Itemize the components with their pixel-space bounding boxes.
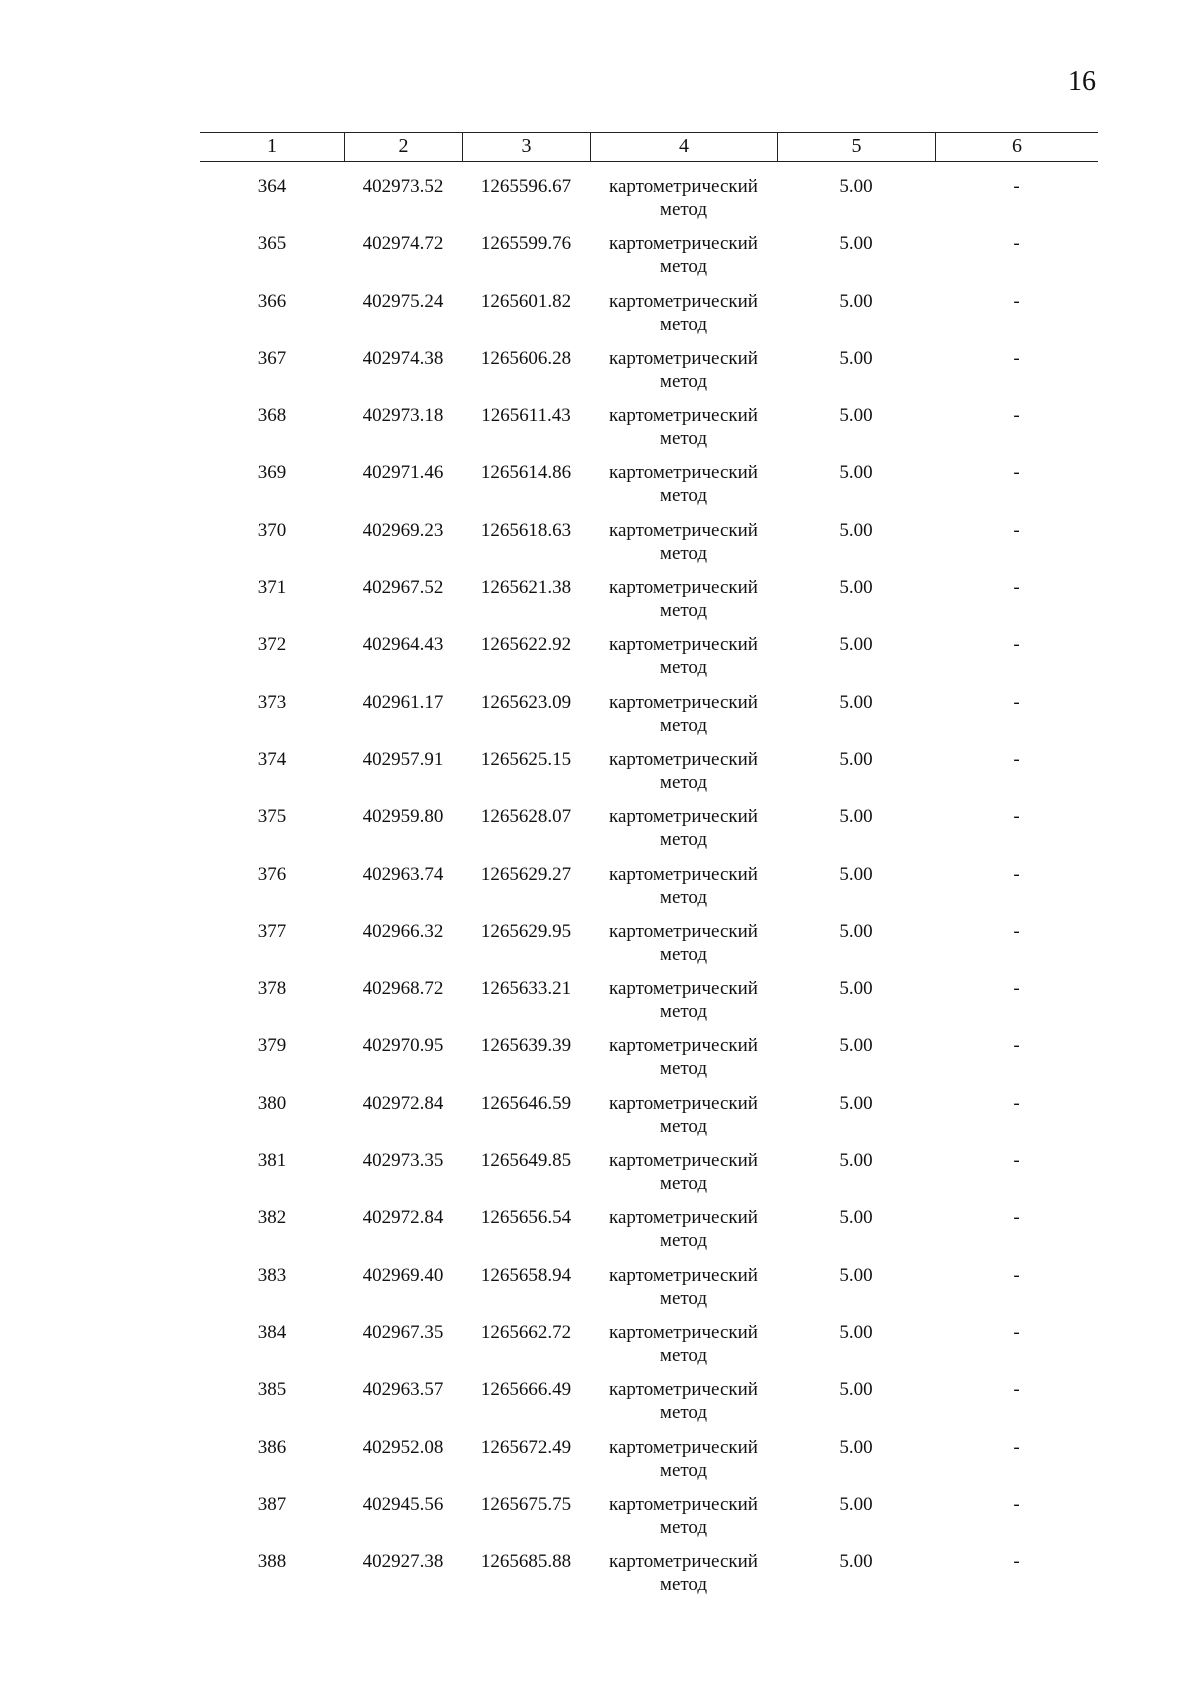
x-coordinate-cell: 402972.84 [362, 1207, 444, 1229]
note-cell: - [1013, 1551, 1020, 1573]
x-coordinate-cell: 402975.24 [362, 290, 444, 312]
table-row [200, 1264, 1098, 1321]
x-coordinate-cell: 402966.32 [362, 920, 444, 942]
method-line-1: картометрический [609, 1092, 758, 1114]
table-row [200, 404, 1098, 461]
x-coordinate-cell: 402961.17 [362, 691, 444, 713]
x-coordinate-cell: 402969.23 [362, 519, 444, 541]
x-coordinate-cell: 402971.46 [362, 462, 444, 484]
x-coordinate-cell: 402967.35 [362, 1321, 444, 1343]
method-cell [590, 748, 777, 805]
method-line-1: картометрический [609, 1035, 758, 1057]
method-line-1: картометрический [609, 462, 758, 484]
method-cell [590, 805, 777, 862]
accuracy-cell: 5.00 [839, 1035, 873, 1057]
y-coordinate-cell: 1265618.63 [480, 519, 572, 541]
note-cell: - [1013, 347, 1020, 369]
x-coordinate-cell: 402927.38 [362, 1551, 444, 1573]
accuracy-cell: 5.00 [839, 1493, 873, 1515]
x-coordinate-cell: 402969.40 [362, 1264, 444, 1286]
method-cell [590, 1378, 777, 1435]
x-coordinate-cell: 402968.72 [362, 978, 444, 1000]
x-coordinate-cell: 402973.35 [362, 1150, 444, 1172]
table-row [200, 691, 1098, 748]
note-cell: - [1013, 978, 1020, 1000]
y-coordinate-cell: 1265606.28 [480, 347, 572, 369]
point-number-cell: 381 [257, 1150, 287, 1172]
accuracy-cell: 5.00 [839, 634, 873, 656]
method-line-1: картометрический [609, 978, 758, 1000]
method-cell [590, 1149, 777, 1206]
y-coordinate-cell: 1265662.72 [480, 1321, 572, 1343]
note-cell: - [1013, 920, 1020, 942]
method-cell [590, 633, 777, 690]
note-cell: - [1013, 1321, 1020, 1343]
y-coordinate-cell: 1265629.27 [480, 863, 572, 885]
accuracy-cell: 5.00 [839, 347, 873, 369]
note-cell: - [1013, 691, 1020, 713]
y-coordinate-cell: 1265596.67 [480, 176, 572, 197]
method-line-2: метод [659, 485, 708, 507]
point-number-cell: 384 [257, 1321, 287, 1343]
point-number-cell: 373 [257, 691, 287, 713]
x-coordinate-cell: 402974.72 [362, 233, 444, 255]
table-row [200, 1321, 1098, 1378]
method-cell [590, 1550, 777, 1607]
point-number-cell: 378 [257, 978, 287, 1000]
y-coordinate-cell: 1265656.54 [480, 1207, 572, 1229]
note-cell: - [1013, 1150, 1020, 1172]
header-cell-2: 2 [344, 133, 462, 161]
method-line-2: метод [659, 256, 708, 278]
method-line-1: картометрический [609, 1436, 758, 1458]
y-coordinate-cell: 1265628.07 [480, 806, 572, 828]
point-number-cell: 366 [257, 290, 287, 312]
method-line-1: картометрический [609, 405, 758, 427]
method-line-2: метод [659, 542, 708, 564]
method-line-1: картометрический [609, 1379, 758, 1401]
accuracy-cell: 5.00 [839, 233, 873, 255]
note-cell: - [1013, 634, 1020, 656]
method-cell [590, 404, 777, 461]
note-cell: - [1013, 1264, 1020, 1286]
y-coordinate-cell: 1265621.38 [480, 577, 572, 599]
note-cell: - [1013, 1207, 1020, 1229]
method-line-2: метод [659, 1001, 708, 1023]
accuracy-cell: 5.00 [839, 920, 873, 942]
method-line-1: картометрический [609, 577, 758, 599]
table-row [200, 805, 1098, 862]
table-row [200, 232, 1098, 289]
method-line-2: метод [659, 1115, 708, 1137]
method-line-1: картометрический [609, 347, 758, 369]
accuracy-cell: 5.00 [839, 1264, 873, 1286]
point-number-cell: 377 [257, 920, 287, 942]
table-row [200, 1493, 1098, 1550]
table-row [200, 290, 1098, 347]
x-coordinate-cell: 402964.43 [362, 634, 444, 656]
table-row [200, 748, 1098, 805]
y-coordinate-cell: 1265599.76 [480, 233, 572, 255]
table-row [200, 175, 1098, 232]
note-cell: - [1013, 405, 1020, 427]
x-coordinate-cell: 402974.38 [362, 347, 444, 369]
point-number-cell: 388 [257, 1551, 287, 1573]
note-cell: - [1013, 1035, 1020, 1057]
method-cell [590, 863, 777, 920]
header-cell-3: 3 [462, 133, 590, 161]
method-cell [590, 576, 777, 633]
point-number-cell: 369 [257, 462, 287, 484]
method-cell [590, 1206, 777, 1263]
note-cell: - [1013, 290, 1020, 312]
method-cell [590, 1264, 777, 1321]
method-cell [590, 691, 777, 748]
accuracy-cell: 5.00 [839, 519, 873, 541]
method-cell [590, 1034, 777, 1091]
header-cell-4: 4 [590, 133, 777, 161]
table-body [200, 175, 1098, 1607]
method-line-1: картометрический [609, 1321, 758, 1343]
table-header [200, 132, 1098, 162]
table-row [200, 977, 1098, 1034]
method-line-2: метод [659, 428, 708, 450]
table-row [200, 1206, 1098, 1263]
page-number: 16 [1068, 66, 1096, 97]
method-line-2: метод [659, 886, 708, 908]
point-number-cell: 371 [257, 577, 287, 599]
method-line-1: картометрический [609, 1264, 758, 1286]
accuracy-cell: 5.00 [839, 1321, 873, 1343]
table-row [200, 863, 1098, 920]
point-number-cell: 365 [257, 233, 287, 255]
y-coordinate-cell: 1265623.09 [480, 691, 572, 713]
accuracy-cell: 5.00 [839, 1551, 873, 1573]
note-cell: - [1013, 233, 1020, 255]
accuracy-cell: 5.00 [839, 1207, 873, 1229]
header-cell-6: 6 [935, 133, 1098, 161]
table-row [200, 1149, 1098, 1206]
method-cell [590, 290, 777, 347]
method-line-2: метод [659, 313, 708, 335]
accuracy-cell: 5.00 [839, 691, 873, 713]
y-coordinate-cell: 1265633.21 [480, 978, 572, 1000]
method-cell [590, 461, 777, 518]
accuracy-cell: 5.00 [839, 1379, 873, 1401]
method-line-2: метод [659, 1058, 708, 1080]
point-number-cell: 387 [257, 1493, 287, 1515]
x-coordinate-cell: 402957.91 [362, 748, 444, 770]
header-cell-1: 1 [267, 135, 277, 157]
method-line-2: метод [659, 943, 708, 965]
method-cell [590, 232, 777, 289]
method-cell [590, 1493, 777, 1550]
table-row [200, 519, 1098, 576]
note-cell: - [1013, 462, 1020, 484]
point-number-cell: 380 [257, 1092, 287, 1114]
table-row [200, 576, 1098, 633]
method-cell [590, 347, 777, 404]
method-cell [590, 920, 777, 977]
note-cell: - [1013, 577, 1020, 599]
point-number-cell: 368 [257, 405, 287, 427]
method-line-1: картометрический [609, 748, 758, 770]
y-coordinate-cell: 1265649.85 [480, 1150, 572, 1172]
note-cell: - [1013, 1493, 1020, 1515]
point-number-cell: 379 [257, 1035, 287, 1057]
accuracy-cell: 5.00 [839, 405, 873, 427]
table-row [200, 920, 1098, 977]
y-coordinate-cell: 1265658.94 [480, 1264, 572, 1286]
accuracy-cell: 5.00 [839, 577, 873, 599]
point-number-cell: 376 [257, 863, 287, 885]
x-coordinate-cell: 402963.74 [362, 863, 444, 885]
table-row [200, 633, 1098, 690]
note-cell: - [1013, 748, 1020, 770]
table-row [200, 347, 1098, 404]
header-cell-5: 5 [777, 133, 935, 161]
x-coordinate-cell: 402959.80 [362, 806, 444, 828]
accuracy-cell: 5.00 [839, 176, 873, 197]
accuracy-cell: 5.00 [839, 290, 873, 312]
point-number-cell: 382 [257, 1207, 287, 1229]
y-coordinate-cell: 1265601.82 [480, 290, 572, 312]
method-line-1: картометрический [609, 863, 758, 885]
note-cell: - [1013, 1379, 1020, 1401]
table-row [200, 1378, 1098, 1435]
point-number-cell: 386 [257, 1436, 287, 1458]
x-coordinate-cell: 402952.08 [362, 1436, 444, 1458]
y-coordinate-cell: 1265614.86 [480, 462, 572, 484]
point-number-cell: 364 [257, 176, 287, 197]
y-coordinate-cell: 1265611.43 [481, 405, 571, 427]
method-cell [590, 175, 777, 232]
method-line-2: метод [659, 1230, 708, 1252]
y-coordinate-cell: 1265639.39 [480, 1035, 572, 1057]
method-line-1: картометрический [609, 290, 758, 312]
method-line-2: метод [659, 1402, 708, 1424]
point-number-cell: 367 [257, 347, 287, 369]
point-number-cell: 374 [257, 748, 287, 770]
method-cell [590, 519, 777, 576]
method-line-2: метод [659, 1574, 708, 1596]
method-line-2: метод [659, 714, 708, 736]
table-row [200, 1092, 1098, 1149]
method-line-1: картометрический [609, 1150, 758, 1172]
x-coordinate-cell: 402970.95 [362, 1035, 444, 1057]
method-line-1: картометрический [609, 634, 758, 656]
coordinates-table [200, 132, 1098, 1607]
x-coordinate-cell: 402972.84 [362, 1092, 444, 1114]
method-line-2: метод [659, 657, 708, 679]
table-row [200, 1436, 1098, 1493]
method-line-1: картометрический [609, 176, 758, 197]
method-line-1: картометрический [609, 1207, 758, 1229]
method-line-2: метод [659, 1287, 708, 1309]
note-cell: - [1013, 806, 1020, 828]
method-line-2: метод [659, 829, 708, 851]
table-row [200, 1034, 1098, 1091]
note-cell: - [1013, 1092, 1020, 1114]
y-coordinate-cell: 1265625.15 [480, 748, 572, 770]
table-row [200, 1550, 1098, 1607]
note-cell: - [1013, 1436, 1020, 1458]
accuracy-cell: 5.00 [839, 1436, 873, 1458]
y-coordinate-cell: 1265629.95 [480, 920, 572, 942]
method-line-2: метод [659, 370, 708, 392]
y-coordinate-cell: 1265672.49 [480, 1436, 572, 1458]
x-coordinate-cell: 402967.52 [362, 577, 444, 599]
accuracy-cell: 5.00 [839, 1092, 873, 1114]
method-line-1: картометрический [609, 1551, 758, 1573]
method-line-2: метод [659, 199, 708, 220]
note-cell: - [1013, 176, 1020, 197]
y-coordinate-cell: 1265646.59 [480, 1092, 572, 1114]
method-cell [590, 1321, 777, 1378]
accuracy-cell: 5.00 [839, 978, 873, 1000]
accuracy-cell: 5.00 [839, 863, 873, 885]
x-coordinate-cell: 402945.56 [362, 1493, 444, 1515]
note-cell: - [1013, 519, 1020, 541]
method-line-1: картометрический [609, 806, 758, 828]
table-row [200, 461, 1098, 518]
method-line-2: метод [659, 600, 708, 622]
method-line-1: картометрический [609, 691, 758, 713]
accuracy-cell: 5.00 [839, 748, 873, 770]
method-line-1: картометрический [609, 519, 758, 541]
x-coordinate-cell: 402973.52 [362, 176, 444, 197]
y-coordinate-cell: 1265622.92 [480, 634, 572, 656]
method-line-2: метод [659, 1173, 708, 1195]
x-coordinate-cell: 402973.18 [362, 405, 444, 427]
method-line-2: метод [659, 771, 708, 793]
accuracy-cell: 5.00 [839, 1150, 873, 1172]
method-line-2: метод [659, 1344, 708, 1366]
method-line-2: метод [659, 1516, 708, 1538]
method-cell [590, 1092, 777, 1149]
point-number-cell: 375 [257, 806, 287, 828]
method-line-1: картометрический [609, 233, 758, 255]
accuracy-cell: 5.00 [839, 806, 873, 828]
y-coordinate-cell: 1265685.88 [480, 1551, 572, 1573]
point-number-cell: 385 [257, 1379, 287, 1401]
point-number-cell: 383 [257, 1264, 287, 1286]
x-coordinate-cell: 402963.57 [362, 1379, 444, 1401]
method-line-1: картометрический [609, 920, 758, 942]
method-line-2: метод [659, 1459, 708, 1481]
method-line-1: картометрический [609, 1493, 758, 1515]
accuracy-cell: 5.00 [839, 462, 873, 484]
y-coordinate-cell: 1265666.49 [480, 1379, 572, 1401]
note-cell: - [1013, 863, 1020, 885]
method-cell [590, 1436, 777, 1493]
y-coordinate-cell: 1265675.75 [480, 1493, 572, 1515]
point-number-cell: 370 [257, 519, 287, 541]
point-number-cell: 372 [257, 634, 287, 656]
method-cell [590, 977, 777, 1034]
